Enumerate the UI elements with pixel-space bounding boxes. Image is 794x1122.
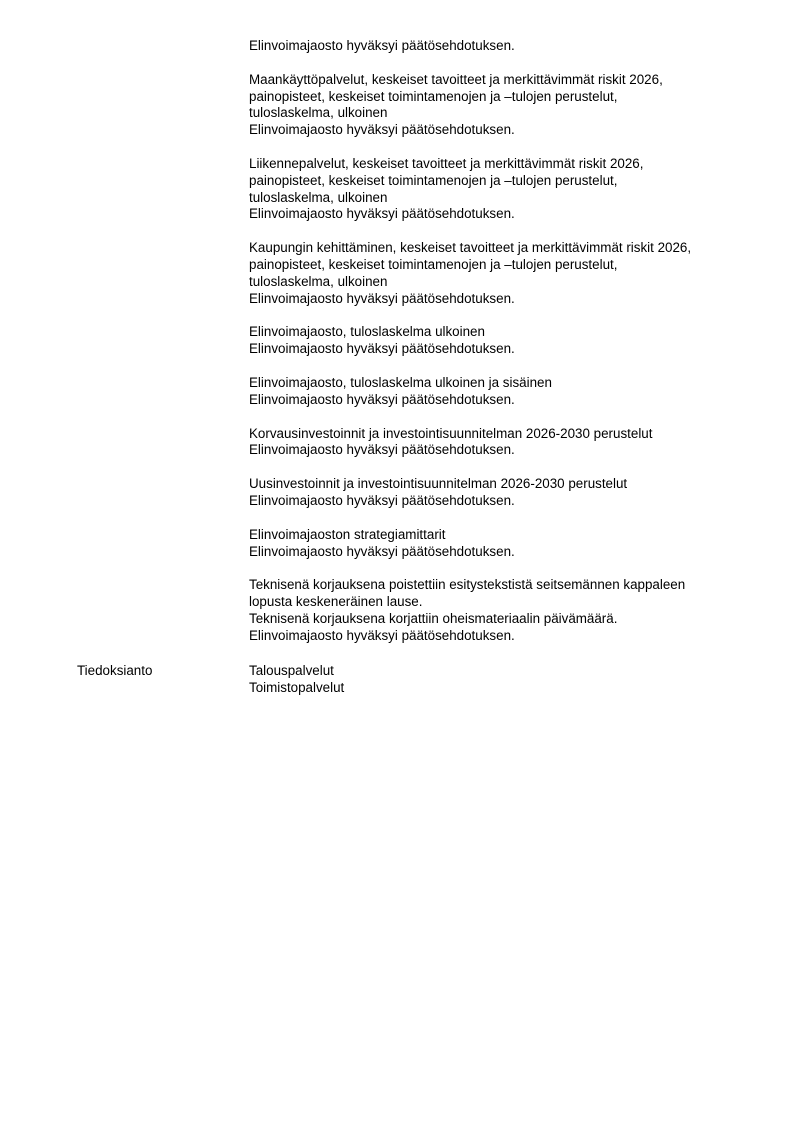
text-line: Liikennepalvelut, keskeiset tavoitteet ja merkittävimmät riskit 2026, — [249, 155, 644, 171]
text-line: Elinvoimajaosto hyväksyi päätösehdotuksen. — [249, 290, 515, 306]
recipient: Toimistopalvelut — [249, 679, 345, 695]
text-line: Teknisenä korjauksena korjattiin oheismateriaalin päivämäärä. — [249, 610, 618, 626]
text-line: Elinvoimajaosto hyväksyi päätösehdotuksen. — [249, 391, 515, 407]
paragraph — [249, 375, 769, 409]
paragraph — [249, 38, 769, 55]
distribution-label: Tiedoksianto — [77, 663, 153, 678]
text-line: Uusinvestoinnit ja investointisuunnitelman 2026-2030 perustelut — [249, 476, 628, 492]
text-line: tuloslaskelma, ulkoinen — [249, 105, 388, 121]
text-line: Elinvoimajaosto hyväksyi päätösehdotuksen. — [249, 122, 515, 138]
distribution-recipients — [249, 663, 344, 697]
text-line: tuloslaskelma, ulkoinen — [249, 189, 388, 205]
text-line: Elinvoimajaosto, tuloslaskelma ulkoinen ja sisäinen — [249, 374, 552, 390]
text-line: Elinvoimajaosto hyväksyi päätösehdotuksen. — [249, 341, 515, 357]
text-line: painopisteet, keskeiset toimintamenojen ja –tulojen perustelut, — [249, 172, 618, 188]
text-line: Maankäyttöpalvelut, keskeiset tavoitteet ja merkittävimmät riskit 2026, — [249, 71, 663, 87]
paragraph — [249, 426, 769, 460]
text-line: Korvausinvestoinnit ja investointisuunnitelman 2026-2030 perustelut — [249, 425, 653, 441]
text-line: Elinvoimajaosto hyväksyi päätösehdotuksen. — [249, 38, 515, 53]
text-line: Elinvoimajaosto hyväksyi päätösehdotuksen. — [249, 543, 515, 559]
decision-text — [249, 38, 769, 645]
paragraph — [249, 72, 769, 139]
text-line: Elinvoimajaosto hyväksyi päätösehdotuksen. — [249, 442, 515, 458]
text-line: painopisteet, keskeiset toimintamenojen ja –tulojen perustelut, — [249, 88, 618, 104]
text-line: Elinvoimajaoston strategiamittarit — [249, 526, 446, 542]
text-line: painopisteet, keskeiset toimintamenojen ja –tulojen perustelut, — [249, 256, 618, 272]
text-line: lopusta keskeneräinen lause. — [249, 594, 423, 610]
text-line: tuloslaskelma, ulkoinen — [249, 273, 388, 289]
paragraph — [249, 324, 769, 358]
paragraph — [249, 476, 769, 510]
paragraph — [249, 240, 769, 307]
text-line: Kaupungin kehittäminen, keskeiset tavoitteet ja merkittävimmät riskit 2026, — [249, 240, 692, 256]
text-line: Elinvoimajaosto hyväksyi päätösehdotuksen. — [249, 627, 515, 643]
paragraph — [249, 527, 769, 561]
text-line: Elinvoimajaosto hyväksyi päätösehdotuksen. — [249, 206, 515, 222]
paragraph — [249, 577, 769, 644]
recipient: Talouspalvelut — [249, 663, 334, 678]
text-line: Elinvoimajaosto, tuloslaskelma ulkoinen — [249, 324, 485, 340]
text-line: Teknisenä korjauksena poistettiin esitystekstistä seitsemännen kappaleen — [249, 577, 686, 593]
paragraph — [249, 156, 769, 223]
text-line: Elinvoimajaosto hyväksyi päätösehdotuksen. — [249, 492, 515, 508]
